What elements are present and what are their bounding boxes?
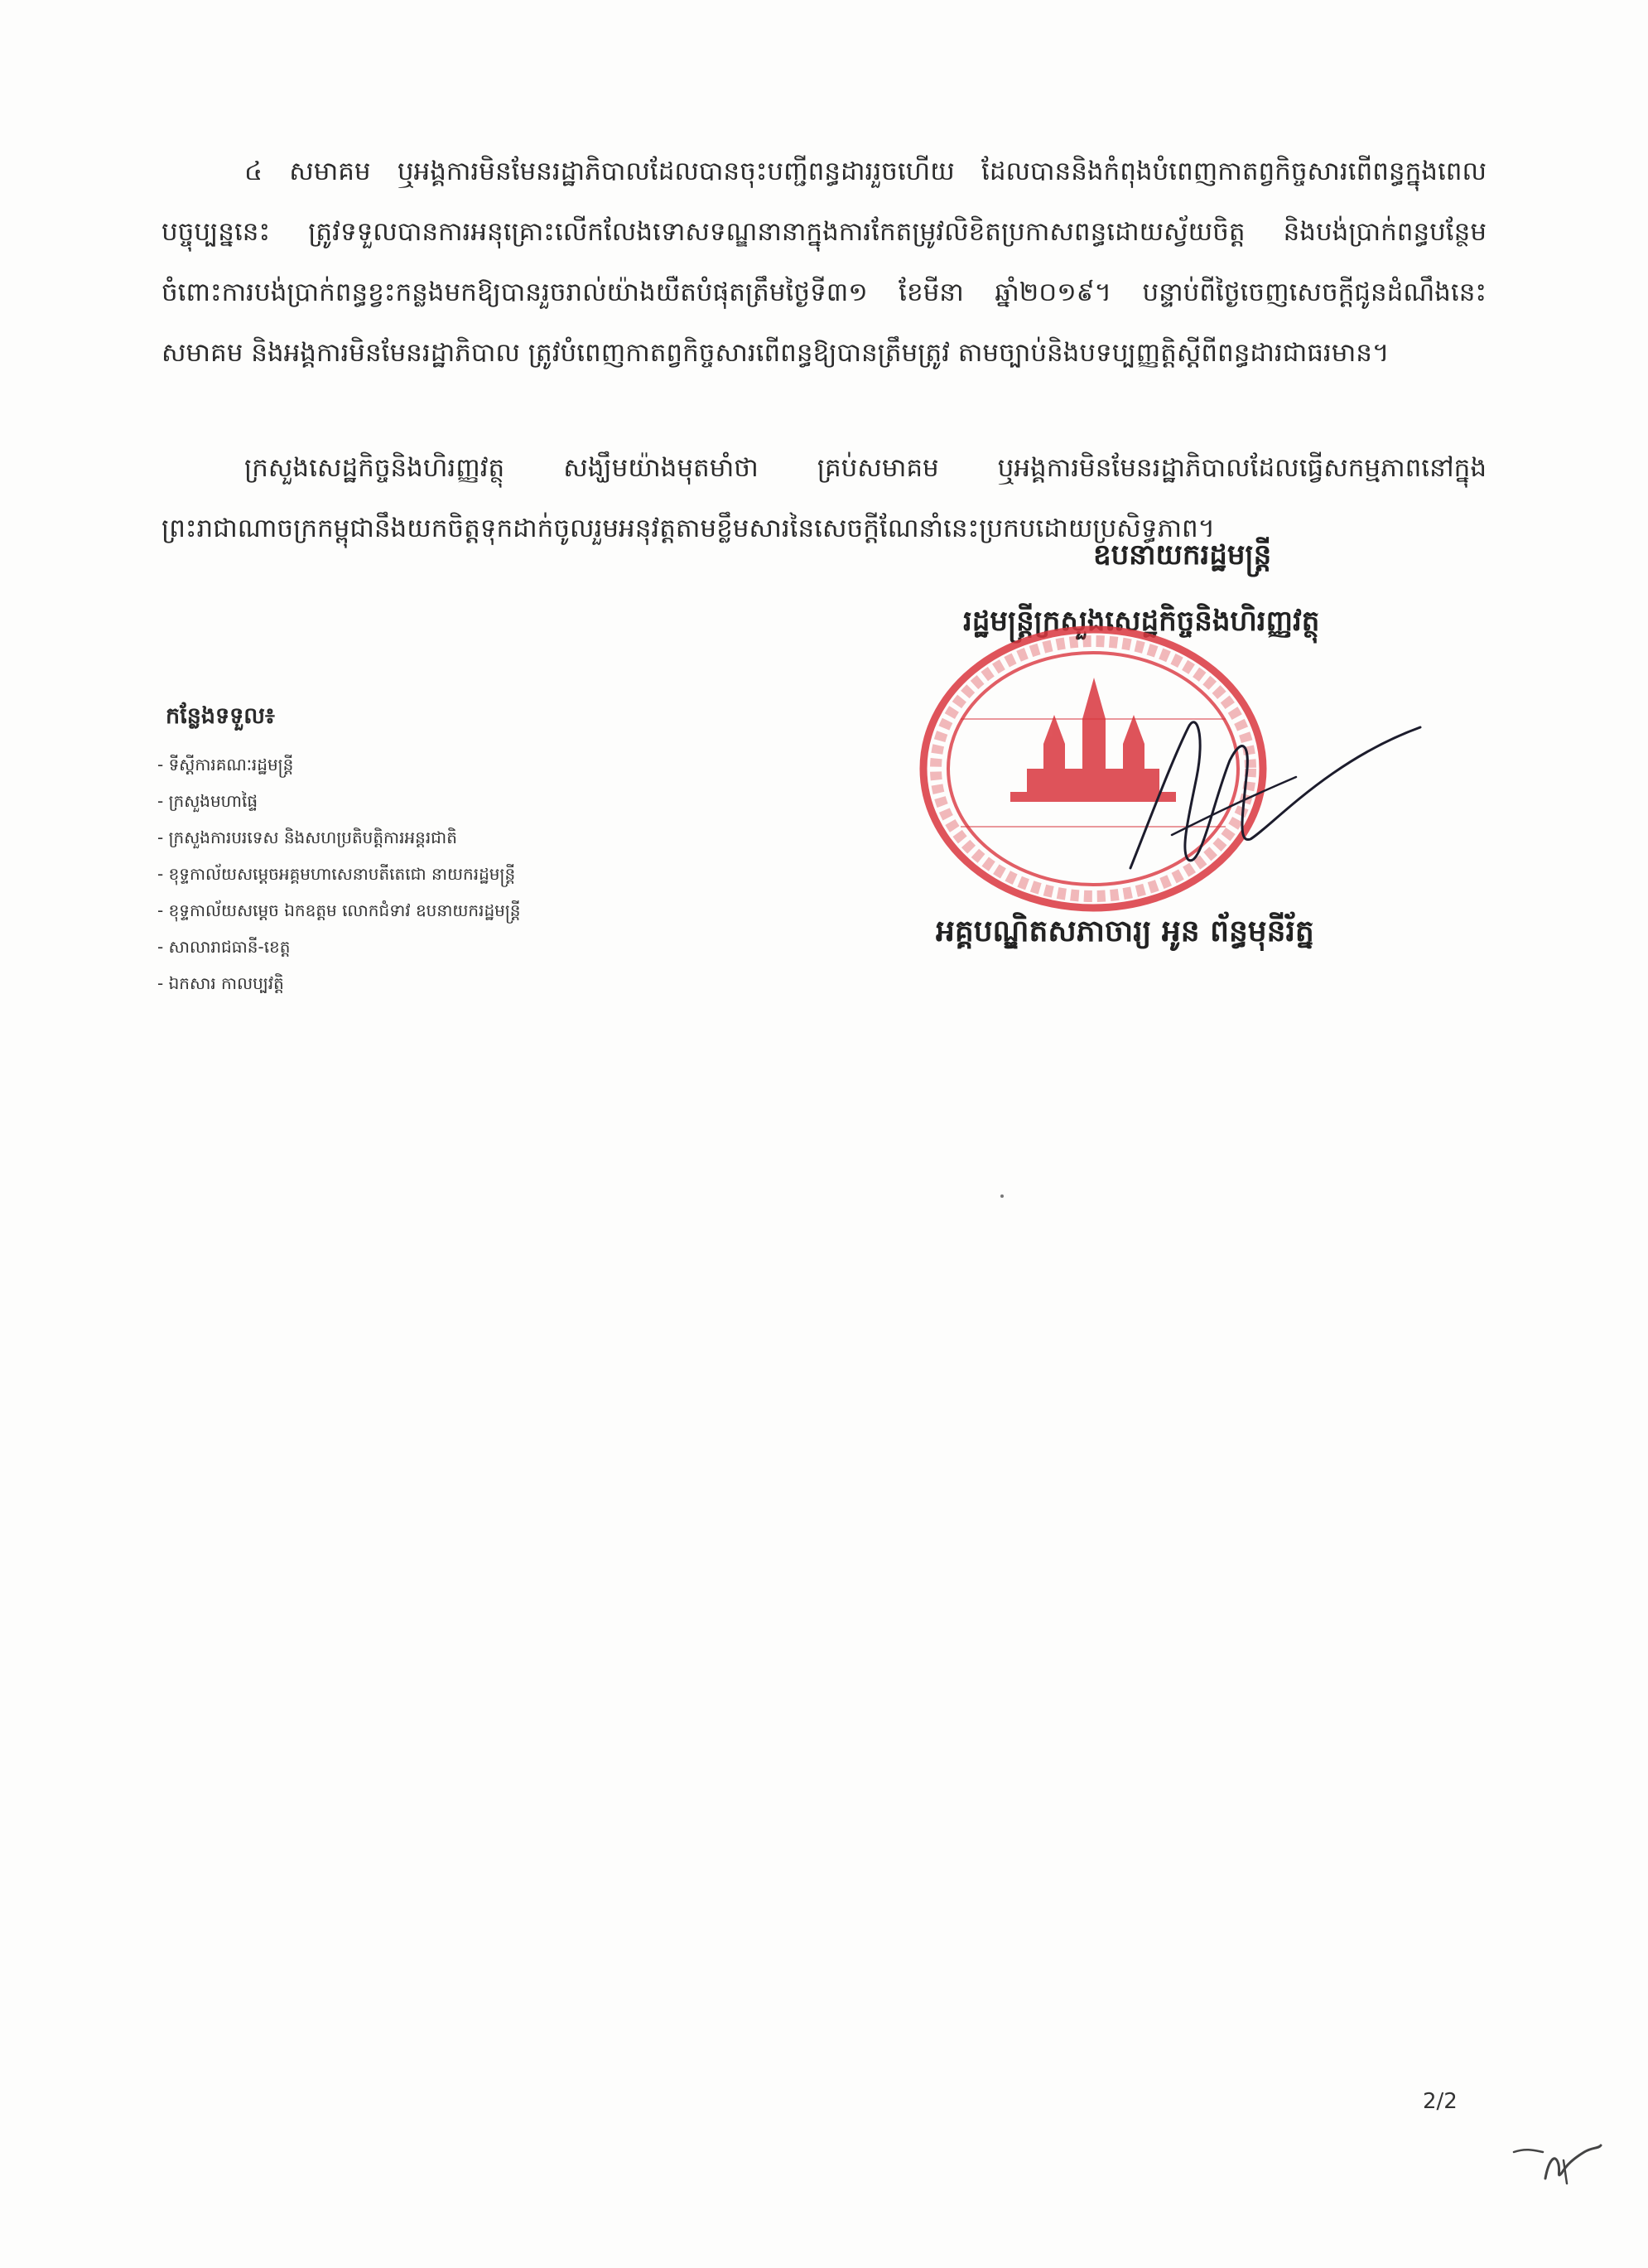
recipient-item: - ខុទ្ទកាល័យសម្តេច ឯកឧត្តម លោកជំទាវ ឧបនាយករដ្ឋមន្ត្រី [157,900,521,920]
handwritten-signature [1081,661,1429,910]
recipient-item: - សាលារាជធានី-ខេត្ត [157,937,291,957]
signatory-title-line-1: ឧបនាយករដ្ឋមន្ត្រី [1093,538,1272,572]
signature-block [907,537,1437,1001]
signer-name: អគ្គបណ្ឌិតសភាចារ្យ អូន ព័ន្ធមុនីរ័ត្ន [936,914,1314,948]
recipient-item: - ក្រសួងការបរទេស និងសហប្រតិបត្តិការអន្តរជាតិ [157,828,457,847]
recipient-item: - ទីស្តីការគណៈរដ្ឋមន្ត្រី [157,755,294,774]
recipients-list [157,746,737,1001]
recipient-item: - ក្រសួងមហាផ្ទៃ [157,791,258,811]
scan-speck [1000,1194,1004,1198]
recipients-block [157,702,737,1001]
handwritten-initials [1506,2127,1605,2193]
recipient-item: - ឯកសារ កាលប្បវត្តិ [157,973,284,993]
body-paragraph-1: ៤ សមាគម ឬអង្គការមិនមែនរដ្ឋាភិបាលដែលបានចុះបញ្ជីពន្ធដាររួចហើយ ដែលបាននិងកំពុងបំពេញកាតព្វកិច្ចសារពើពន្ធក្នុងពេលបច្ចុប្បន្ននេះ ត្រូវទទួលបានការអនុគ្រោះលើកលែងទោសទណ្ឌនានាក្នុងការកែតម្រូវលិខិតប្រកាសពន្ធដោយស្វ័យចិត្ត និងបង់ប្រាក់ពន្ធបន្ថែមចំពោះការបង់ប្រាក់ពន្ធខ្វះកន្លងមកឱ្យបានរួចរាល់យ៉ាងយឺតបំផុតត្រឹមថ្ងៃទី៣១ ខែមីនា ឆ្នាំ២០១៩។ បន្ទាប់ពីថ្ងៃចេញសេចក្តីជូនដំណឹងនេះ សមាគម និងអង្គការមិនមែនរដ្ឋាភិបាល ត្រូវបំពេញកាតព្វកិច្ចសារពើពន្ធឱ្យបានត្រឹមត្រូវ តាមច្បាប់និងបទប្បញ្ញត្តិស្តីពីពន្ធដារជាធរមាន។ [161,157,1487,368]
recipient-item: - ខុទ្ទកាល័យសម្តេចអគ្គមហាសេនាបតីតេជោ នាយករដ្ឋមន្ត្រី [157,864,516,884]
signatory-title-line-2: រដ្ឋមន្ត្រីក្រសួងសេដ្ឋកិច្ចនិងហិរញ្ញវត្ថុ [963,605,1320,638]
recipients-heading: កន្លែងទទួល៖ [166,703,275,729]
page-number: 2/2 [1423,2089,1458,2114]
body-paragraph-2: ក្រសួងសេដ្ឋកិច្ចនិងហិរញ្ញវត្ថុ សង្ឃឹមយ៉ាងមុតមាំថា គ្រប់សមាគម ឬអង្គការមិនមែនរដ្ឋាភិបាលដែលធ្វើសកម្មភាពនៅក្នុងព្រះរាជាណាចក្រកម្ពុជានឹងយកចិត្តទុកដាក់ចូលរួមអនុវត្តតាមខ្លឹមសារនៃសេចក្តីណែនាំនេះប្រកបដោយប្រសិទ្ធភាព។ [161,453,1487,543]
